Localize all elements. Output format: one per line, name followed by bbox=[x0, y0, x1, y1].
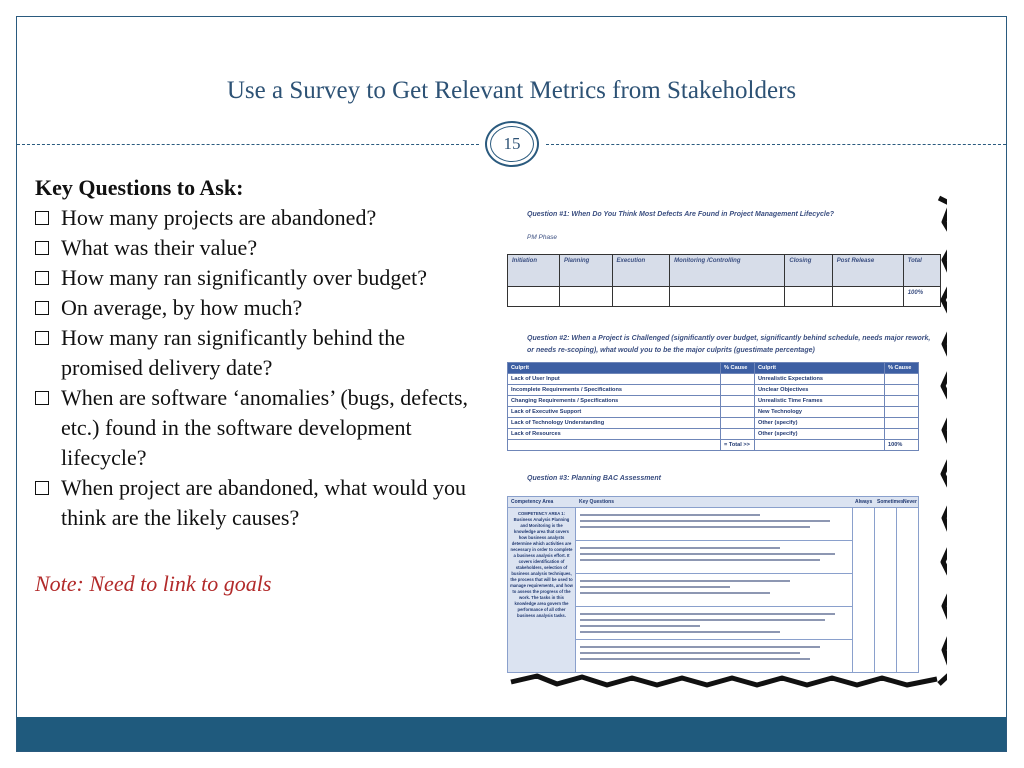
culprit-cell bbox=[755, 440, 885, 451]
culprit-header: Culprit bbox=[755, 363, 885, 374]
phase-total-cell: 100% bbox=[903, 287, 940, 307]
page-number: 15 bbox=[490, 126, 534, 162]
cause-cell bbox=[885, 385, 919, 396]
bac-row bbox=[576, 574, 852, 607]
phase-header: Initiation bbox=[508, 255, 560, 287]
bac-assessment-table bbox=[507, 496, 919, 673]
cause-cell bbox=[721, 374, 755, 385]
survey-document-image bbox=[497, 182, 947, 692]
phase-cell bbox=[832, 287, 903, 307]
question-item: On average, by how much? bbox=[35, 293, 475, 323]
culprit-cell: Other (specify) bbox=[755, 418, 885, 429]
cause-header: % Cause bbox=[721, 363, 755, 374]
checkbox-bullet-icon bbox=[35, 241, 49, 255]
table-row bbox=[508, 287, 941, 307]
phase-header: Post Release bbox=[832, 255, 903, 287]
culprit-cell: Unrealistic Expectations bbox=[755, 374, 885, 385]
footer-bar bbox=[17, 717, 1006, 751]
q2-title-line2: or needs re-scoping), what would you to be the major culprits (guestimate percentage) bbox=[527, 347, 815, 354]
question-item: How many projects are abandoned? bbox=[35, 203, 475, 233]
culprit-cell: Lack of Technology Understanding bbox=[508, 418, 721, 429]
checkbox-bullet-icon bbox=[35, 271, 49, 285]
bac-header: Always bbox=[855, 499, 873, 505]
cause-cell bbox=[721, 385, 755, 396]
question-item: When project are abandoned, what would you think are the likely causes? bbox=[35, 473, 475, 533]
q1-subtitle: PM Phase bbox=[527, 234, 557, 241]
phase-cell bbox=[560, 287, 613, 307]
question-item: When are software ‘anomalies’ (bugs, defects, etc.) found in the software development lifecycle? bbox=[35, 383, 475, 473]
cause-cell bbox=[885, 374, 919, 385]
pm-phase-table bbox=[507, 254, 941, 307]
culprit-cell: Other (specify) bbox=[755, 429, 885, 440]
key-questions-heading: Key Questions to Ask: bbox=[35, 175, 244, 200]
cause-cell bbox=[885, 418, 919, 429]
bac-header: Never bbox=[903, 499, 917, 505]
checkbox-bullet-icon bbox=[35, 391, 49, 405]
header-divider-left bbox=[17, 144, 479, 145]
phase-cell bbox=[612, 287, 670, 307]
table-row bbox=[508, 255, 941, 287]
table-row bbox=[508, 429, 919, 440]
key-questions-panel bbox=[35, 175, 475, 597]
table-row bbox=[508, 374, 919, 385]
cause-cell bbox=[885, 396, 919, 407]
phase-header: Closing bbox=[785, 255, 832, 287]
cause-cell bbox=[885, 429, 919, 440]
table-row bbox=[508, 363, 919, 374]
q2-title-line1: Question #2: When a Project is Challenged (significantly over budget, significantly behind schedule, needs major rework, bbox=[527, 335, 931, 342]
slide-title: Use a Survey to Get Relevant Metrics from Stakeholders bbox=[226, 77, 797, 104]
key-questions-list bbox=[35, 203, 475, 533]
checkbox-bullet-icon bbox=[35, 331, 49, 345]
page-number-badge bbox=[485, 121, 539, 167]
table-row bbox=[508, 440, 919, 451]
bac-row bbox=[576, 640, 852, 673]
culprit-cell: Lack of User Input bbox=[508, 374, 721, 385]
bac-response-columns bbox=[852, 508, 918, 672]
bac-row bbox=[576, 607, 852, 640]
phase-cell bbox=[670, 287, 785, 307]
table-row bbox=[508, 396, 919, 407]
q1-title: Question #1: When Do You Think Most Defects Are Found in Project Management Lifecycle? bbox=[527, 211, 835, 218]
culprit-cell: Changing Requirements / Specifications bbox=[508, 396, 721, 407]
bac-header: Sometimes bbox=[877, 499, 904, 505]
bac-questions bbox=[576, 508, 852, 672]
table-row bbox=[508, 385, 919, 396]
bac-header-row bbox=[507, 496, 919, 508]
culprit-cell: New Technology bbox=[755, 407, 885, 418]
bac-competency-text: COMPETENCY AREA 1: Business Analysis Planning and Monitoring is the knowledge area that covers how business analysts determine which activities are necessary in order to complete a business analysis effort. It covers identification of stakeholders, selection of business analysis techniques, the process that will be used to manage requirements, and how to assess the progress of the work. The tasks in this knowledge area govern the performance of all other business analysis tasks. bbox=[508, 508, 576, 672]
phase-header: Monitoring /Controlling bbox=[670, 255, 785, 287]
phase-header: Total bbox=[903, 255, 940, 287]
checkbox-bullet-icon bbox=[35, 481, 49, 495]
culprit-cell bbox=[508, 440, 721, 451]
bac-header: Competency Area bbox=[511, 499, 554, 505]
checkbox-bullet-icon bbox=[35, 301, 49, 315]
q3-title: Question #3: Planning BAC Assessment bbox=[527, 475, 661, 482]
phase-cell bbox=[785, 287, 832, 307]
header-divider-right bbox=[546, 144, 1006, 145]
phase-cell bbox=[508, 287, 560, 307]
bac-header: Key Questions bbox=[579, 499, 615, 505]
question-item: How many ran significantly over budget? bbox=[35, 263, 475, 293]
bac-row bbox=[576, 508, 852, 541]
cause-cell bbox=[721, 407, 755, 418]
total-value: 100% bbox=[885, 440, 919, 451]
culprit-cell: Unrealistic Time Frames bbox=[755, 396, 885, 407]
cause-cell bbox=[885, 407, 919, 418]
cause-cell bbox=[721, 418, 755, 429]
total-label: = Total >> bbox=[721, 440, 755, 451]
culprit-cell: Incomplete Requirements / Specifications bbox=[508, 385, 721, 396]
cause-cell bbox=[721, 396, 755, 407]
culprit-cell: Unclear Objectives bbox=[755, 385, 885, 396]
table-row bbox=[508, 418, 919, 429]
culprit-cell: Lack of Executive Support bbox=[508, 407, 721, 418]
phase-header: Execution bbox=[612, 255, 670, 287]
cause-header: % Cause bbox=[885, 363, 919, 374]
goals-note: Note: Need to link to goals bbox=[35, 571, 272, 596]
phase-header: Planning bbox=[560, 255, 613, 287]
culprit-header: Culprit bbox=[508, 363, 721, 374]
culprit-table bbox=[507, 362, 919, 451]
question-item: What was their value? bbox=[35, 233, 475, 263]
culprit-cell: Lack of Resources bbox=[508, 429, 721, 440]
checkbox-bullet-icon bbox=[35, 211, 49, 225]
table-row bbox=[508, 407, 919, 418]
question-item: How many ran significantly behind the promised delivery date? bbox=[35, 323, 475, 383]
bac-row bbox=[576, 541, 852, 574]
cause-cell bbox=[721, 429, 755, 440]
bac-body bbox=[507, 508, 919, 673]
